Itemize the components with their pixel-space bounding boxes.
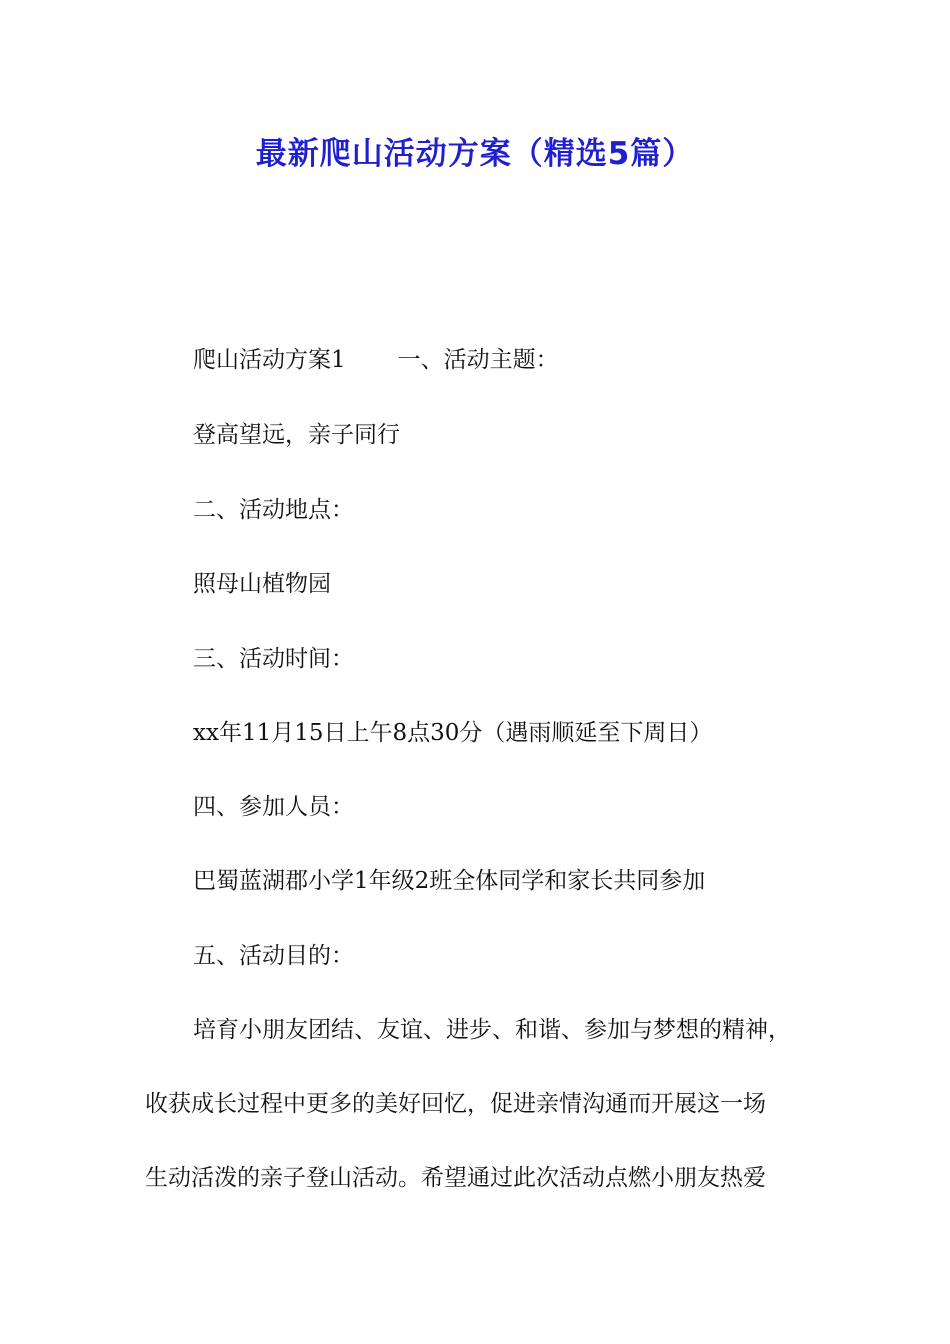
location-text: 照母山植物园	[193, 571, 331, 597]
purpose-paragraph-line-1: 培育小朋友团结、友谊、进步、和谐、参加与梦想的精神，	[193, 1017, 791, 1043]
time-text: xx年11月15日上午8点30分（遇雨顺延至下周日）	[193, 720, 713, 746]
theme-text: 登高望远，亲子同行	[193, 422, 400, 448]
section-heading-participants: 四、参加人员：	[193, 794, 354, 820]
purpose-paragraph-line-3: 生动活泼的亲子登山活动。希望通过此次活动点燃小朋友热爱	[145, 1165, 766, 1191]
purpose-paragraph-line-2: 收获成长过程中更多的美好回忆，促进亲情沟通而开展这一场	[145, 1091, 766, 1117]
participants-text: 巴蜀蓝湖郡小学1年级2班全体同学和家长共同参加	[193, 868, 706, 894]
section-heading-time: 三、活动时间：	[193, 646, 354, 672]
section-line-1	[193, 344, 559, 376]
plan-heading: 爬山活动方案1	[193, 347, 346, 373]
section-heading-location: 二、活动地点：	[193, 497, 354, 523]
section-heading-purpose: 五、活动目的：	[193, 943, 354, 969]
section-heading-theme: 一、活动主题：	[397, 347, 559, 373]
document-title: 最新爬山活动方案（精选5篇）	[255, 136, 695, 172]
